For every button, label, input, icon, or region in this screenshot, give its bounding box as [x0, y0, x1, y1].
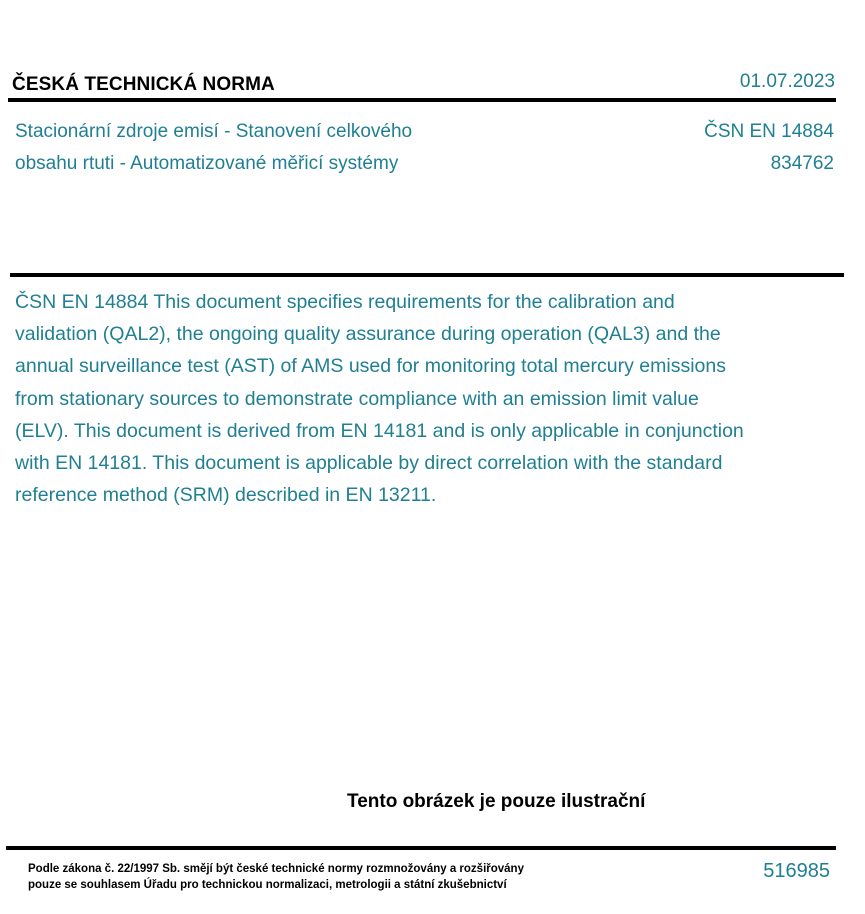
standard-title-line-2: obsahu rtuti - Automatizované měřicí systémy — [15, 153, 399, 174]
abstract-text: ČSN EN 14884 This document specifies requirements for the calibration and validation (QAL2), the ongoing quality assurance during operation (QAL3) and the annual surveillance test (AST) of AMS used for monitoring total mercury emissions from stationary sources to demonstrate compliance with an emission limit value (ELV). This document is derived from EN 14181 and is only applicable in conjunction with EN 14181. This document is applicable by direct correlation with the standard reference method (SRM) described in EN 13211. — [15, 291, 744, 507]
illustration-note: Tento obrázek je pouze ilustrační — [347, 791, 646, 812]
standard-identifiers — [704, 116, 834, 180]
copyright-notice — [28, 862, 524, 893]
copyright-notice-line-1: Podle zákona č. 22/1997 Sb. smějí být české technické normy rozmnožovány a rozšiřovány — [28, 863, 524, 875]
publication-date: 01.07.2023 — [739, 71, 835, 92]
standard-title — [15, 116, 535, 180]
document-number: 516985 — [763, 860, 830, 882]
footer-divider — [6, 846, 836, 850]
standard-title-line-1: Stacionární zdroje emisí - Stanovení celkového — [15, 121, 413, 142]
standard-code: ČSN EN 14884 — [704, 121, 834, 142]
document-type-heading: ČESKÁ TECHNICKÁ NORMA — [12, 74, 275, 95]
standard-class-number: 834762 — [770, 153, 834, 174]
section-divider — [10, 273, 844, 277]
header-divider — [8, 98, 836, 102]
copyright-notice-line-2: pouze se souhlasem Úřadu pro technickou normalizaci, metrologii a státní zkušebnictví — [28, 878, 507, 891]
